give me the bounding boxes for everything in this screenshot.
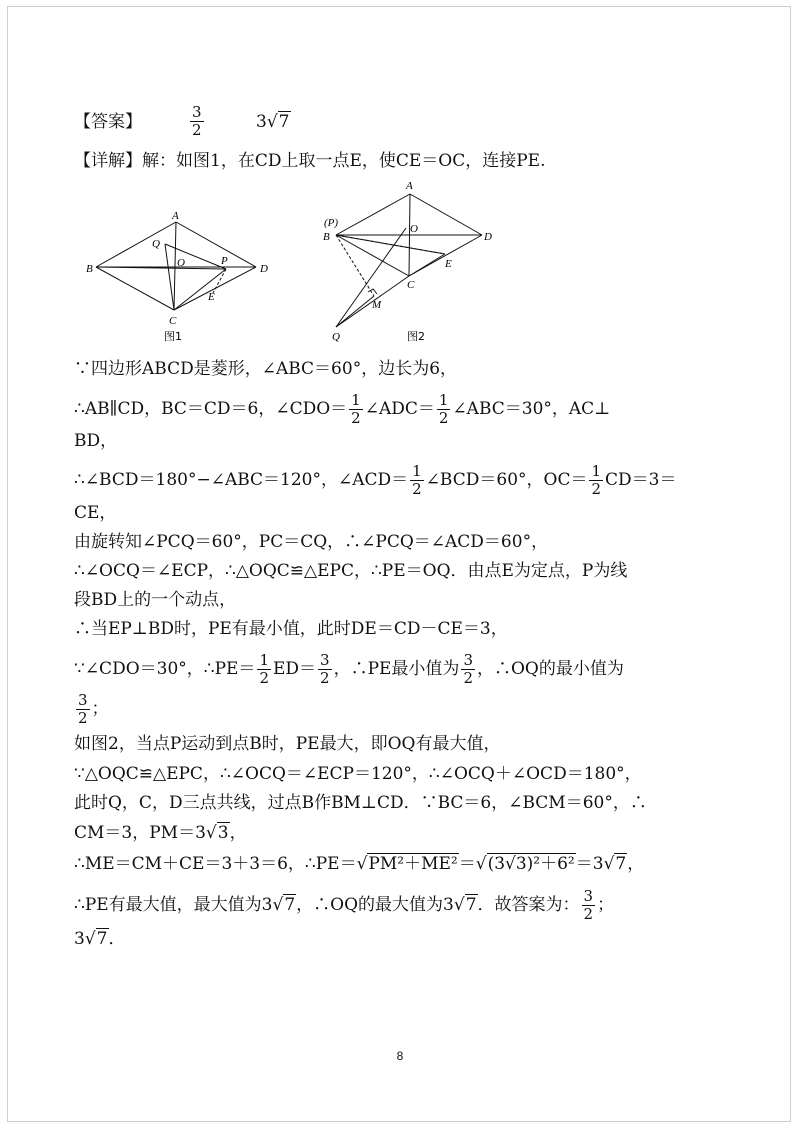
page-number: 8 (396, 1049, 404, 1063)
line-5: CE， (74, 503, 117, 523)
answer-sqrt: 3√7 (256, 112, 290, 132)
line-9: ∴当EP⊥BD时，PE有最小值，此时DE＝CD－CE＝3， (74, 619, 508, 639)
fig2-label-d: D (484, 231, 492, 243)
fig1-label-q: Q (152, 238, 160, 250)
line-13: ∵△OQC≌△EPC，∴∠OCQ＝∠ECP＝120°，∴∠OCQ＋∠OCD＝180°， (74, 764, 642, 784)
fig1-label-c: C (169, 315, 177, 327)
answer-fraction: $\frac{3}{2}$ (192, 103, 202, 139)
fig2-label-b: B (323, 231, 330, 243)
line-18: 3√7． (74, 929, 126, 949)
line-16: ∴ME＝CM＋CE＝3＋3＝6，∴PE＝√PM²＋ME²＝√(3√3)²＋6²＝3√7， (74, 854, 645, 874)
line-10: ∵∠CDO＝30°，∴PE＝ $\frac{1}{2}$ ED＝ $\frac{3}{2}$ ，∴PE最小值为 $\frac{3}{2}$ ，∴OQ的最小值为 (74, 651, 624, 687)
fig2-label-c: C (407, 279, 415, 291)
fig1-label-p: P (221, 255, 228, 267)
line-14: 此时Q，C，D三点共线，过点B作BM⊥CD．∵BC＝6，∠BCM＝60°，∴ (74, 793, 647, 813)
fig2-label-q: Q (332, 331, 340, 343)
fig2-label-e: E (445, 258, 452, 270)
fig1-label-b: B (86, 263, 93, 275)
line-6: 由旋转知∠PCQ＝60°，PC＝CQ，∴∠PCQ＝∠ACD＝60°， (74, 532, 549, 552)
line-11: $\frac{3}{2}$ ； (78, 691, 109, 727)
figure-2 (336, 194, 482, 327)
line-15: CM＝3，PM＝3√3， (74, 823, 247, 843)
line-2: ∴AB∥CD，BC＝CD＝6，∠CDO＝ $\frac{1}{2}$ ∠ADC＝ $\frac{1}{2}$ ∠ABC＝30°，AC⊥ (74, 391, 611, 427)
fig1-label-d: D (260, 263, 268, 275)
line-8: 段BD上的一个动点， (74, 590, 237, 610)
fig1-label-o: O (177, 257, 185, 269)
line-3: BD， (74, 431, 118, 451)
line-1: ∵四边形ABCD是菱形，∠ABC＝60°，边长为6， (74, 359, 458, 379)
figure-1 (96, 222, 256, 310)
fig1-caption: 图1 (164, 330, 182, 343)
line-12: 如图2，当点P运动到点B时，PE最大，即OQ有最大值， (74, 734, 501, 754)
line-17: ∴PE有最大值，最大值为3√7，∴OQ的最大值为3√7．故答案为： $\frac{3}{2}$ ； (74, 887, 615, 923)
fig2-label-m: M (372, 299, 382, 311)
fig2-label-a: A (406, 180, 413, 192)
line-7: ∴∠OCQ＝∠ECP，∴△OQC≌△EPC，∴PE＝OQ．由点E为定点，P为线 (74, 561, 628, 581)
fig2-caption: 图2 (407, 330, 425, 343)
geometry-figures (80, 180, 510, 352)
fig1-label-a: A (172, 210, 179, 222)
fig2-label-o: O (410, 223, 418, 235)
detail-intro: 【详解】解：如图1，在CD上取一点E，使CE＝OC，连接PE. (74, 151, 546, 171)
answer-label: 【答案】 (74, 112, 142, 132)
line-4: ∴∠BCD＝180°−∠ABC＝120°，∠ACD＝ $\frac{1}{2}$ ∠BCD＝60°，OC＝ $\frac{1}{2}$ CD＝3＝ (74, 462, 677, 498)
fig2-label-p: (P) (324, 217, 339, 229)
fig1-label-e: E (208, 291, 215, 303)
